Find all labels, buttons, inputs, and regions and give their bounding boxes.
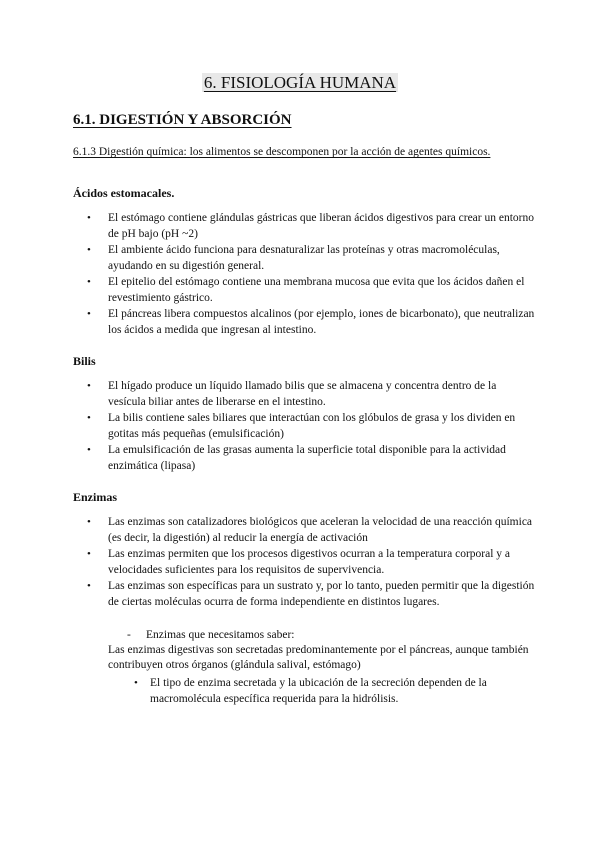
enzimas-heading: Enzimas (73, 490, 118, 504)
enzimas-sublist (128, 675, 528, 707)
list-item: • Las enzimas son catalizadores biológicos que aceleran la velocidad de una reacción química (es decir, la digestión) al reducir la energía de activación (85, 514, 535, 546)
bilis-heading: Bilis (73, 354, 96, 368)
dash-item (127, 629, 295, 641)
list-item: • El tipo de enzima secretada y la ubicación de la secreción dependen de la macromolécula específica requerida para la hidrólisis. (128, 675, 528, 707)
list-item: • El hígado produce un líquido llamado bilis que se almacena y concentra dentro de la vesícula biliar antes de liberarse en el intestino. (85, 378, 535, 410)
list-item: • El páncreas libera compuestos alcalinos (por ejemplo, iones de bicarbonato), que neutralizan los ácidos a medida que ingresan al intestino. (85, 306, 535, 338)
enzimas-list (85, 514, 535, 610)
title-text: 6. FISIOLOGÍA HUMANA (203, 73, 397, 92)
list-item: • El estómago contiene glándulas gástricas que liberan ácidos digestivos para crear un entorno de pH bajo (pH ~2) (85, 210, 535, 242)
list-item: • La bilis contiene sales biliares que interactúan con los glóbulos de grasa y los dividen en gotitas más pequeñas (emulsificación) (85, 410, 535, 442)
list-item: • Las enzimas permiten que los procesos digestivos ocurran a la temperatura corporal y a velocidades suficientes para los requisitos de supervivencia. (85, 546, 535, 578)
section-heading: 6.1. DIGESTIÓN Y ABSORCIÓN (73, 112, 292, 128)
acidos-heading: Ácidos estomacales. (73, 186, 175, 200)
dash-label: Enzimas que necesitamos saber: (146, 629, 295, 641)
list-item: • La emulsificación de las grasas aumenta la superficie total disponible para la actividad enzimática (lipasa) (85, 442, 535, 474)
list-item: • El ambiente ácido funciona para desnaturalizar las proteínas y otras macromoléculas, ayudando en su digestión general. (85, 242, 535, 274)
list-item: • El epitelio del estómago contiene una membrana mucosa que evita que los ácidos dañen el revestimiento gástrico. (85, 274, 535, 306)
list-item: • Las enzimas son específicas para un sustrato y, por lo tanto, pueden permitir que la digestión de ciertas moléculas ocurra de forma independiente en distintos lugares. (85, 578, 535, 610)
dash-marker: - (127, 629, 131, 641)
acidos-list (85, 210, 535, 338)
document-title (0, 73, 600, 93)
subtopic-heading: 6.1.3 Digestión química: los alimentos se descomponen por la acción de agentes químicos. (73, 146, 491, 158)
bilis-list (85, 378, 535, 474)
enzimas-paragraph: Las enzimas digestivas son secretadas predominantemente por el páncreas, aunque también contribuyen otros órganos (glándula salival, estómago) (108, 644, 529, 671)
